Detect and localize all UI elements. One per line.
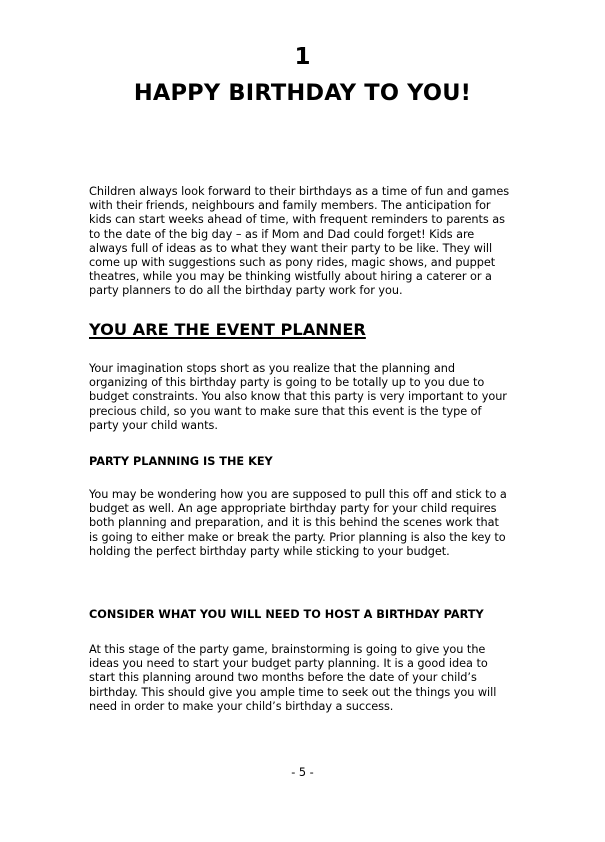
text-line: to the date of the big day – as if Mom and Dad could forget! Kids are	[89, 227, 475, 241]
text-line: need in order to make your child’s birthday a success.	[89, 699, 394, 713]
text-line: budget constraints. You also know that this party is very important to your	[89, 390, 507, 404]
text-line: organizing of this birthday party is going to be totally up to you due to	[89, 376, 485, 390]
party-planning-paragraph	[89, 488, 529, 559]
text-line: come up with suggestions such as pony rides, magic shows, and puppet	[89, 256, 496, 270]
text-line: party planners to do all the birthday party work for you.	[89, 284, 403, 298]
text-line: both planning and preparation, and it is this behind the scenes work that	[89, 516, 499, 530]
text-line: start this planning around two months before the date of your child’s	[89, 671, 477, 685]
text-line: precious child, so you want to make sure that this event is the type of	[89, 404, 482, 418]
text-line: You may be wondering how you are supposed to pull this off and stick to a	[89, 488, 507, 501]
text-line: holding the perfect birthday party while sticking to your budget.	[89, 544, 450, 558]
text-line: Your imagination stops short as you realize that the planning and	[89, 362, 455, 375]
consider-paragraph	[89, 643, 529, 714]
text-line: is going to either make or break the party. Prior planning is also the key to	[89, 530, 506, 544]
intro-paragraph	[89, 185, 529, 299]
page-number: - 5 -	[291, 766, 314, 779]
text-line: ideas you need to start your budget party planning. It is a good idea to	[89, 657, 488, 671]
section-heading-event-planner: YOU ARE THE EVENT PLANNER	[89, 320, 366, 339]
text-line: kids can start weeks ahead of time, with frequent reminders to parents as	[89, 213, 506, 227]
text-line: with their friends, neighbours and family members. The anticipation for	[89, 199, 491, 213]
chapter-number: 1	[294, 44, 311, 70]
text-line: Children always look forward to their birthdays as a time of fun and games	[89, 185, 510, 198]
text-line: party your child wants.	[89, 418, 218, 432]
text-line: theatres, while you may be thinking wistfully about hiring a caterer or a	[89, 270, 492, 284]
subsection-heading-consider: CONSIDER WHAT YOU WILL NEED TO HOST A BIRTHDAY PARTY	[89, 608, 484, 621]
text-line: At this stage of the party game, brainstorming is going to give you the	[89, 643, 486, 656]
chapter-title: HAPPY BIRTHDAY TO YOU!	[133, 80, 472, 106]
text-line: budget as well. An age appropriate birthday party for your child requires	[89, 502, 497, 516]
event-planner-paragraph	[89, 362, 529, 433]
text-line: always full of ideas as to what they want their party to be like. They will	[89, 241, 493, 255]
text-line: birthday. This should give you ample time to seek out the things you will	[89, 685, 497, 699]
subsection-heading-party-planning: PARTY PLANNING IS THE KEY	[89, 455, 273, 468]
